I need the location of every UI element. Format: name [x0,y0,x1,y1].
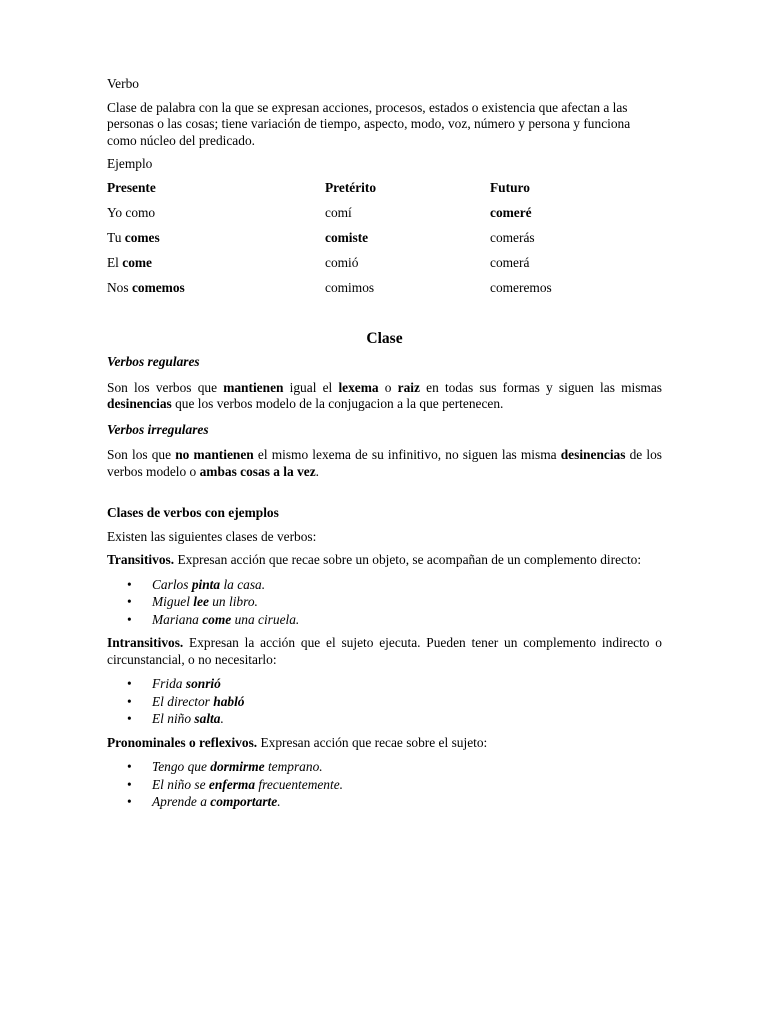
intransitivos-paragraph: Intransitivos. Expresan la acción que el sujeto ejecuta. Pueden tener un complemento indirecto o circunstancial, o no necesitarlo: [107,635,662,667]
bullet-icon: • [127,576,132,592]
bullet-icon: • [127,759,132,774]
table-row [107,205,662,230]
bullet-icon: • [127,611,132,627]
pronominales-paragraph: Pronominales o reflexivos. Expresan acción que recae sobre el sujeto: [107,734,488,750]
list-item: • Aprende a comportarte. [127,794,281,809]
conjugation-table [107,180,662,305]
table-row [107,230,662,255]
list-item: • Mariana come una ciruela. [127,611,300,627]
bullet-icon: • [127,693,132,709]
transitivos-examples [107,576,662,629]
irregulares-paragraph: Son los que no mantienen el mismo lexema de su infinitivo, no siguen las misma desinencias de los verbos modelo o ambas cosas a la vez. [107,447,663,479]
futuro-cell: comeremos [490,279,552,295]
table-header-row [107,180,662,205]
presente-cell-bold: comemos [131,279,185,295]
presente-cell-text: Nos [107,279,132,295]
regulares-title: Verbos regulares [107,354,200,369]
preterito-cell: comí [325,204,352,220]
list-item: • Miguel lee un libro. [127,594,258,609]
example-label: Ejemplo [107,156,153,171]
list-item: • Carlos pinta la casa. [127,576,266,592]
clases-heading: Clases de verbos con ejemplos [107,505,279,520]
header-preterito: Pretérito [325,179,377,195]
preterito-cell: comiste [325,229,369,245]
presente-cell-text: Tu [107,229,125,245]
preterito-cell: comió [325,254,359,270]
futuro-cell: comerá [490,254,530,270]
futuro-cell: comeré [490,204,532,220]
clase-heading: Clase [366,329,403,347]
list-item: • El director habló [127,693,245,709]
table-row [107,255,662,280]
presente-cell-bold: comes [124,229,160,245]
table-row [107,280,662,305]
verb-definition: Clase de palabra con la que se expresan acciones, procesos, estados o existencia que afectan a las personas o las cosas; tiene variación de tiempo, aspecto, modo, voz, número y persona y funciona como núcleo del predicado. [107,99,631,148]
preterito-cell: comimos [325,279,375,295]
list-item: • El niño se enferma frecuentemente. [127,776,344,792]
bullet-icon: • [127,594,132,609]
list-item: • Frida sonrió [127,676,221,691]
header-futuro: Futuro [490,179,530,195]
document-page [107,76,662,811]
irregulares-title: Verbos irregulares [107,421,209,437]
transitivos-paragraph: Transitivos. Expresan acción que recae sobre un objeto, se acompañan de un complemento directo: [107,552,642,567]
regulares-paragraph: Son los verbos que mantienen igual el lexema o raiz en todas sus formas y siguen las mismas desinencias que los verbos modelo de la conjugacion a la que pertenecen. [107,379,663,411]
clases-intro: Existen las siguientes clases de verbos: [107,528,317,544]
presente-cell-text: Yo como [107,204,156,220]
bullet-icon: • [127,794,132,809]
futuro-cell: comerás [490,229,535,245]
pronominales-examples [107,758,662,811]
header-presente: Presente [107,179,156,195]
bullet-icon: • [127,711,132,726]
list-item: • El niño salta. [127,711,224,726]
bullet-icon: • [127,676,132,691]
intransitivos-examples [107,675,662,728]
presente-cell-bold: come [122,254,152,270]
bullet-icon: • [127,776,132,792]
presente-cell-text: El [107,254,123,270]
document-title: Verbo [107,76,139,91]
list-item: • Tengo que dormirme temprano. [127,759,323,774]
